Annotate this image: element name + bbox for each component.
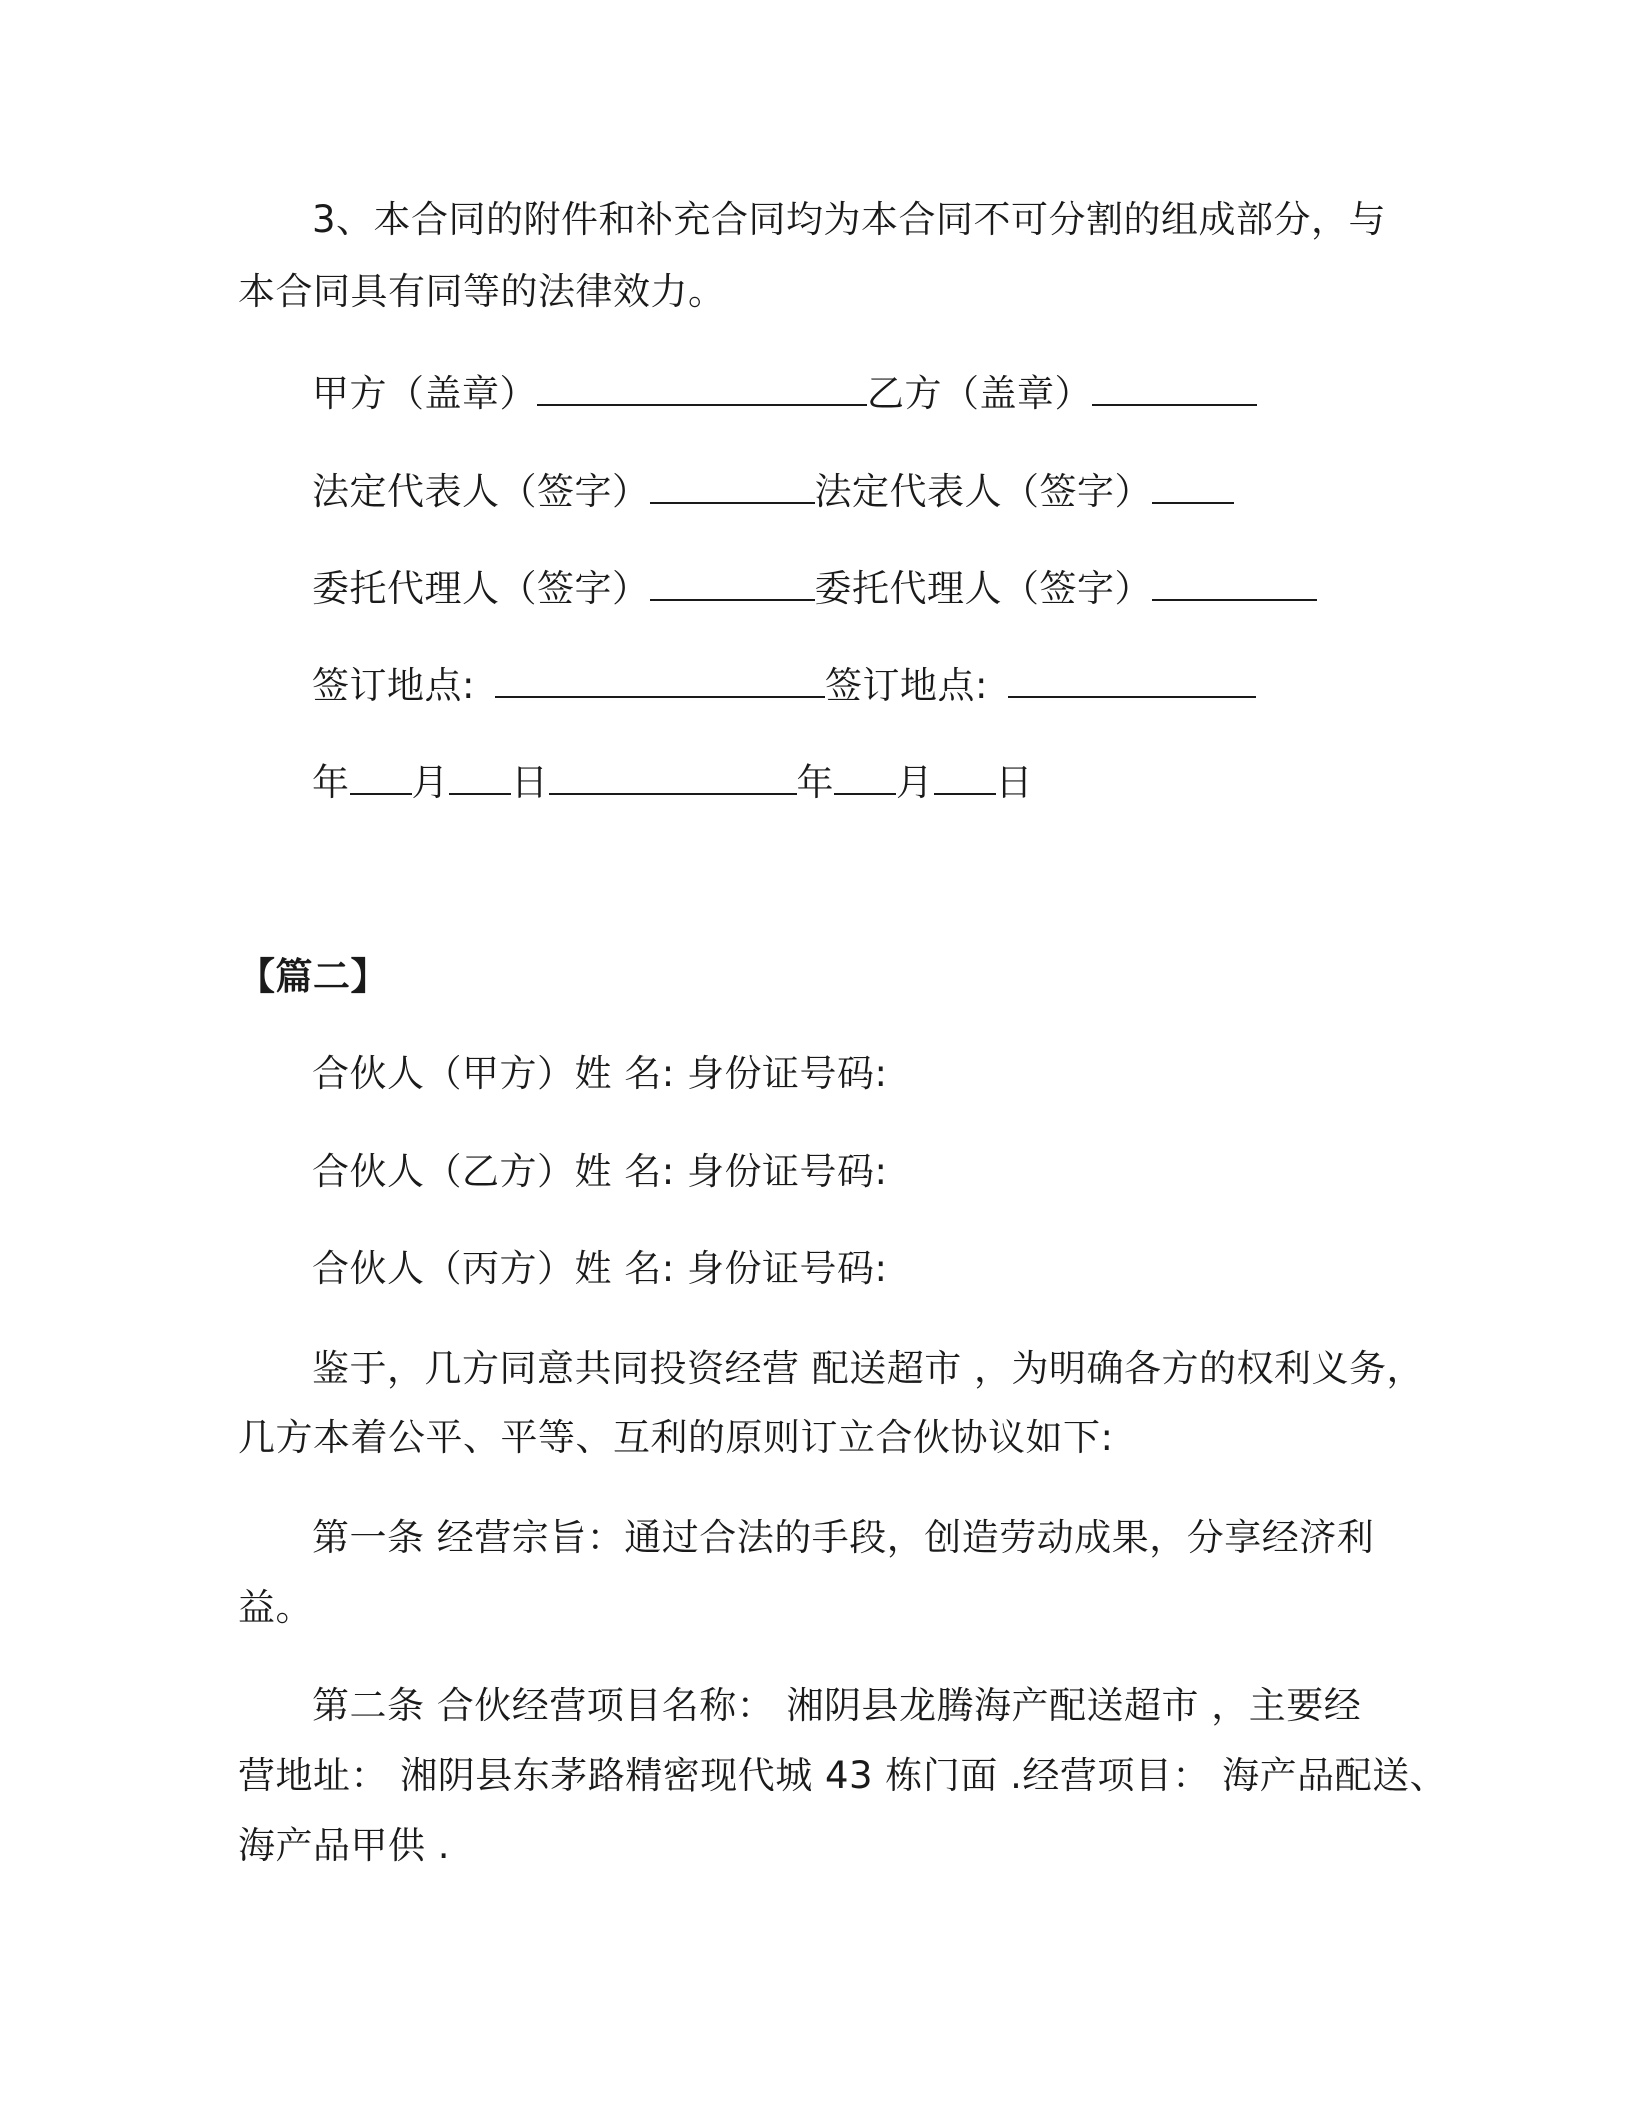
party-a-seal-label: 甲方（盖章） <box>312 372 537 415</box>
party-b-legal-rep-label: 法定代表人（签字） <box>814 470 1152 513</box>
party-b-legal-rep-blank[interactable] <box>1152 466 1234 504</box>
party-b-seal-label: 乙方（盖章） <box>867 372 1092 415</box>
article-1-line-1: 第一条 经营宗旨：通过合法的手段，创造劳动成果，分享经济利 <box>312 1516 1375 1559</box>
partner-c-line: 合伙人（丙方）姓 名: 身份证号码: <box>312 1247 888 1290</box>
party-b-seal-blank[interactable] <box>1092 368 1257 406</box>
party-a-month-label: 月 <box>411 761 449 804</box>
party-a-month-blank[interactable] <box>449 757 511 795</box>
party-a-agent-label: 委托代理人（签字） <box>312 567 650 610</box>
party-a-year-blank[interactable] <box>350 757 412 795</box>
party-a-legal-rep-blank[interactable] <box>650 466 815 504</box>
party-a-place-blank[interactable] <box>495 660 825 698</box>
party-a-agent-blank[interactable] <box>650 563 815 601</box>
partner-b-line: 合伙人（乙方）姓 名: 身份证号码: <box>312 1150 888 1193</box>
date-separator-blank[interactable] <box>549 757 797 795</box>
party-b-place-label: 签订地点: <box>824 664 988 707</box>
section-two-heading: 【篇二】 <box>238 955 388 998</box>
party-b-agent-label: 委托代理人（签字） <box>814 567 1152 610</box>
signature-row-agent <box>312 563 1317 613</box>
party-b-month-label: 月 <box>896 761 934 804</box>
party-a-day-label: 日 <box>511 761 549 804</box>
party-b-month-blank[interactable] <box>934 757 996 795</box>
party-b-agent-blank[interactable] <box>1152 563 1317 601</box>
signature-row-legal-rep <box>312 466 1234 516</box>
signature-row-date <box>312 757 1033 807</box>
party-b-year-blank[interactable] <box>834 757 896 795</box>
preamble-line-1: 鉴于，几方同意共同投资经营 配送超市 ，为明确各方的权利义务， <box>312 1347 1425 1390</box>
signature-row-place <box>312 660 1256 710</box>
article-1-line-2: 益。 <box>238 1586 313 1629</box>
party-b-year-label: 年 <box>796 761 834 804</box>
party-b-place-blank[interactable] <box>1008 660 1256 698</box>
partner-a-line: 合伙人（甲方）姓 名: 身份证号码: <box>312 1052 888 1095</box>
clause-3-line-1: 3、本合同的附件和补充合同均为本合同不可分割的组成部分，与 <box>312 198 1387 241</box>
article-2-line-2: 营地址： 湘阴县东茅路精密现代城 43 栋门面 .经营项目： 海产品配送、 <box>238 1754 1448 1797</box>
preamble-line-2: 几方本着公平、平等、互利的原则订立合伙协议如下: <box>238 1416 1114 1459</box>
party-a-seal-blank[interactable] <box>537 368 867 406</box>
party-a-year-label: 年 <box>312 761 350 804</box>
article-2-line-3: 海产品甲供 . <box>238 1824 451 1867</box>
clause-3-line-2: 本合同具有同等的法律效力。 <box>238 270 726 313</box>
party-a-place-label: 签订地点: <box>312 664 475 707</box>
party-a-legal-rep-label: 法定代表人（签字） <box>312 470 650 513</box>
party-b-day-label: 日 <box>995 761 1033 804</box>
signature-row-seal <box>312 368 1257 418</box>
article-2-line-1: 第二条 合伙经营项目名称： 湘阴县龙腾海产配送超市 ，主要经 <box>312 1684 1362 1727</box>
